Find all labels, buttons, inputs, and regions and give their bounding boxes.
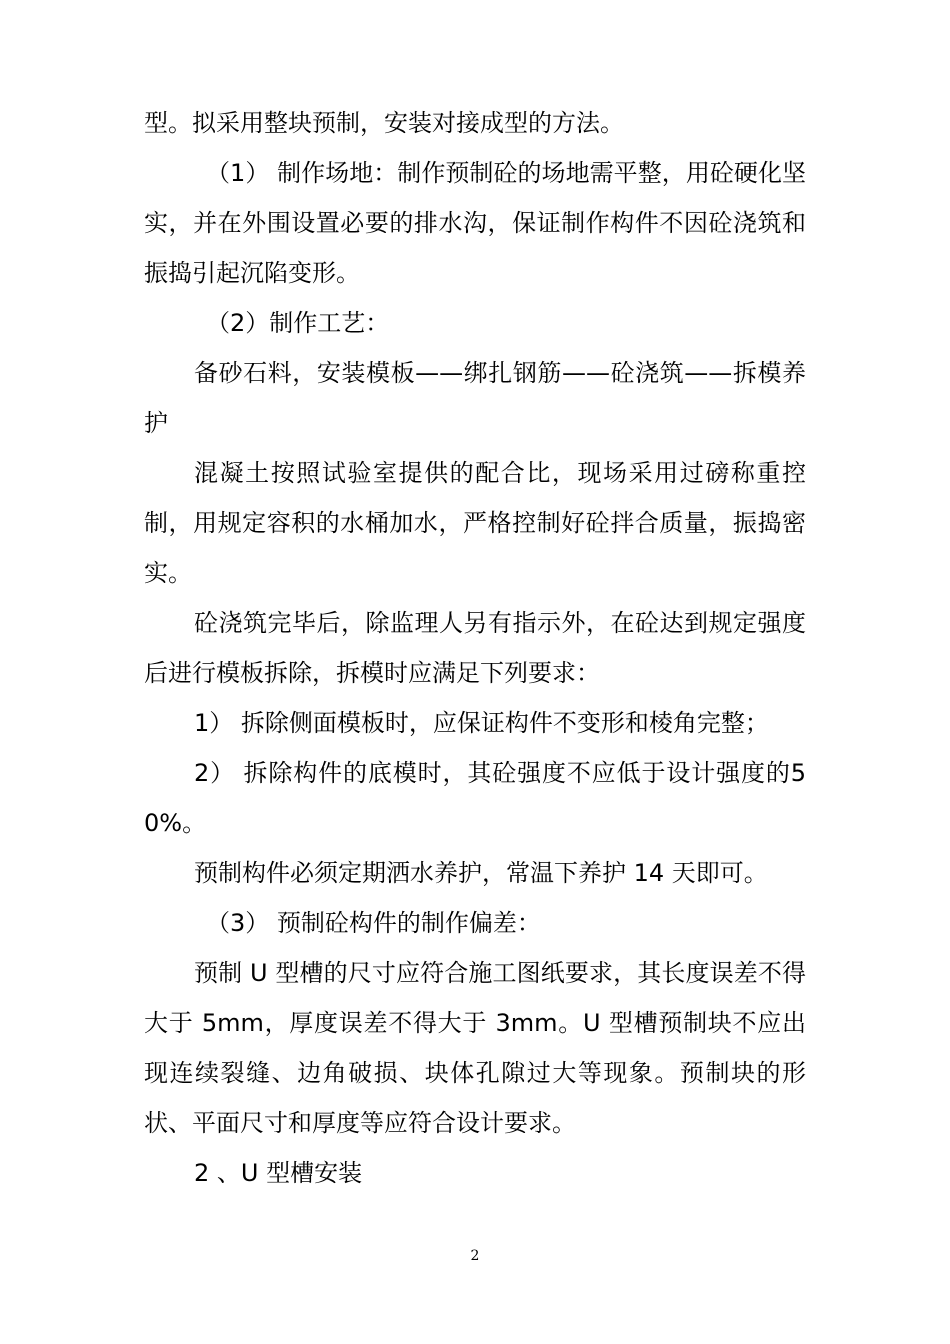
section-heading-installation: 2 、U 型槽安装 (194, 1159, 363, 1187)
paragraph-curing: 预制构件必须定期洒水养护，常温下养护 14 天即可。 (194, 859, 768, 887)
paragraph-requirement-1: 1） 拆除侧面模板时，应保证构件不变形和棱角完整； (194, 709, 769, 737)
page-number: 2 (470, 1248, 480, 1264)
paragraph-requirement-2: 2） 拆除构件的底模时，其砼强度不应低于设计强度的50%。 (144, 759, 806, 837)
paragraph-continuation: 型。拟采用整块预制，安装对接成型的方法。 (144, 109, 624, 137)
document-body (144, 98, 806, 1198)
paragraph-mix-control: 混凝土按照试验室提供的配合比，现场采用过磅称重控制，用规定容积的水桶加水，严格控制好砼拌合质量，振捣密实。 (144, 459, 806, 587)
paragraph-production-site: （1） 制作场地：制作预制砼的场地需平整，用砼硬化坚实，并在外围设置必要的排水沟，保证制作构件不因砼浇筑和振捣引起沉陷变形。 (144, 159, 806, 287)
paragraph-tolerance-details: 预制 U 型槽的尺寸应符合施工图纸要求，其长度误差不得大于 5mm，厚度误差不得大于 3mm。U 型槽预制块不应出现连续裂缝、边角破损、块体孔隙过大等现象。预制块的形状、平面尺寸和厚度等应符合设计要求。 (144, 959, 806, 1137)
paragraph-process-heading: （2）制作工艺： (206, 309, 390, 337)
paragraph-process-steps: 备砂石料，安装模板——绑扎钢筋——砼浇筑——拆模养护 (144, 359, 806, 437)
paragraph-formwork-removal: 砼浇筑完毕后，除监理人另有指示外，在砼达到规定强度后进行模板拆除，拆模时应满足下列要求： (144, 609, 806, 687)
paragraph-tolerance-heading: （3） 预制砼构件的制作偏差： (206, 909, 541, 937)
